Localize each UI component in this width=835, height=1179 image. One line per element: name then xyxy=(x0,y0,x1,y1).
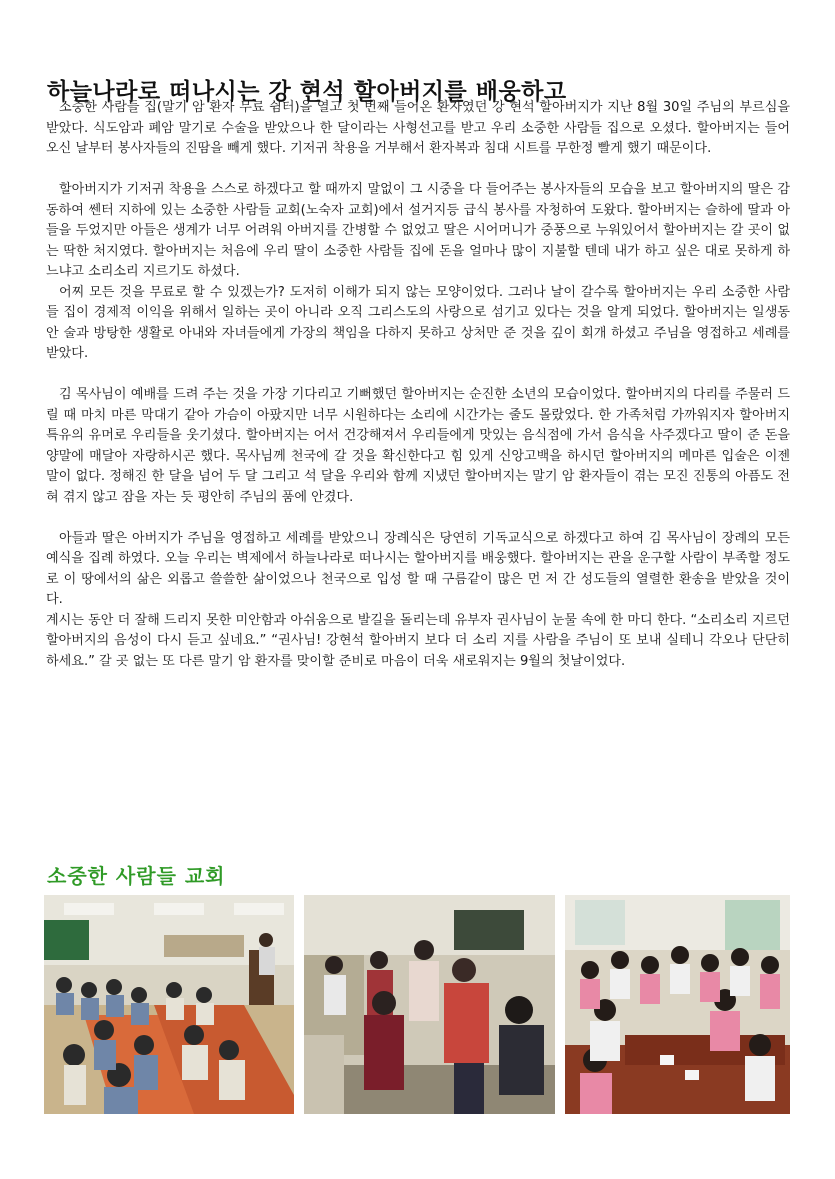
haircut-volunteer-photo xyxy=(304,895,555,1114)
article-body xyxy=(46,98,790,672)
paragraph-6: 계시는 동안 더 잘해 드리지 못한 미안함과 아쉬움으로 발길을 돌리는데 유부자 권사님이 눈물 속에 한 마디 한다. “소리소리 지르던 할아버지의 음성이 다시 듣고 싶네요.” “권사님! 강현석 할아버지 보다 더 소리 지를 사람을 주님이 또 보내 실테니 각오나 단단히 하세요.” 갈 곳 없는 또 다른 말기 암 환자를 맞이할 준비로 마음이 더욱 새로워지는 9월의 첫날이었다. xyxy=(46,612,790,669)
group-gathering-photo xyxy=(565,895,790,1114)
section-heading: 소중한 사람들 교회 xyxy=(47,864,226,888)
paragraph-4: 김 목사님이 예배를 드려 주는 것을 가장 기다리고 기뻐했던 할아버지는 순진한 소년의 모습이었다. 할아버지의 다리를 주물러 드릴 때 마치 마른 막대기 같아 가슴이 아팠지만 너무 시원하다는 소리에 시간가는 줄도 몰랐었다. 한 가족처럼 가까워지자 할아버지 특유의 유머로 우리들을 웃기셨다. 할아버지는 어서 건강해져서 우리들에게 맛있는 음식점에 가서 음식을 사주겠다고 딸이 준 돈을 양말에 매달아 자랑하시곤 했다. 목사님께 천국에 갈 것을 확신한다고 힘 있게 신앙고백을 하시던 할아버지의 메마른 입술은 이젠 말이 없다. 정해진 한 달을 넘어 두 달 그리고 석 달을 우리와 함께 지냈던 할아버지는 말기 암 환자들이 겪는 모진 진통의 아픔도 전혀 겪지 않고 잠을 자는 듯 평안히 주님의 품에 안겼다. xyxy=(46,387,790,505)
paragraph-5: 아들과 딸은 아버지가 주님을 영접하고 세례를 받았으니 장례식은 당연히 기독교식으로 하겠다고 하여 김 목사님이 장례의 모든 예식을 집례 하였다. 오늘 우리는 벽제에서 하늘나라로 떠나시는 할아버지를 배웅했다. 할아버지는 관을 운구할 사람이 부족할 정도로 이 땅에서의 삶은 외롭고 쓸쓸한 삶이었으나 천국으로 입성 할 때 구름같이 많은 먼 저 간 성도들의 열렬한 환송을 받았을 것이다. xyxy=(46,530,790,607)
church-service-photo xyxy=(44,895,294,1114)
page-title: 하늘나라로 떠나시는 강 현석 할아버지를 배웅하고 xyxy=(47,79,567,106)
paragraph-1: 소중한 사람들 집(말기 암 환자 무료 쉼터)을 열고 첫 번째 들어온 환자였던 강 현석 할아버지가 지난 8월 30일 주님의 부르심을 받았다. 식도암과 폐암 말기로 수술을 받았으나 한 달이라는 사형선고를 받고 우리 소중한 사람들 집으로 오셨다. 할아버지는 들어오신 날부터 봉사자들의 진땀을 빼게 했다. 기저귀 착용을 거부해서 환자복과 침대 시트를 무한정 빨게 했기 때문이다. xyxy=(46,100,790,156)
paragraph-3: 어찌 모든 것을 무료로 할 수 있겠는가? 도저히 이해가 되지 않는 모양이었다. 그러나 날이 갈수록 할아버지는 우리 소중한 사람들 집이 경제적 이익을 위해서 일하는 곳이 아니라 오직 그리스도의 사랑으로 섬기고 있다는 것을 알게 되었다. 할아버지는 일생동안 술과 방탕한 생활로 아내와 자녀들에게 가장의 책임을 다하지 못하고 상처만 준 것을 깊이 회개 하셨고 주님을 영접하고 세례를 받았다. xyxy=(46,284,790,361)
paragraph-2: 할아버지가 기저귀 착용을 스스로 하겠다고 할 때까지 말없이 그 시중을 다 들어주는 봉사자들의 모습을 보고 할아버지의 딸은 감동하여 쎈터 지하에 있는 소중한 사람들 교회(노숙자 교회)에서 설거지등 급식 봉사를 자청하여 도왔다. 할아버지는 슬하에 딸과 아들을 두었지만 아들은 생계가 너무 어려워 아버지를 간병할 수 없었고 딸은 시어머니가 중풍으로 누워있어서 할아버지는 갈 곳이 없는 딱한 처지였다. 할아버지는 처음에 우리 딸이 소중한 사람들 집에 돈을 얼마나 많이 지불할 텐데 내가 하고 싶은 대로 못하게 하느냐고 소리소리 지르기도 하셨다. xyxy=(46,182,790,279)
